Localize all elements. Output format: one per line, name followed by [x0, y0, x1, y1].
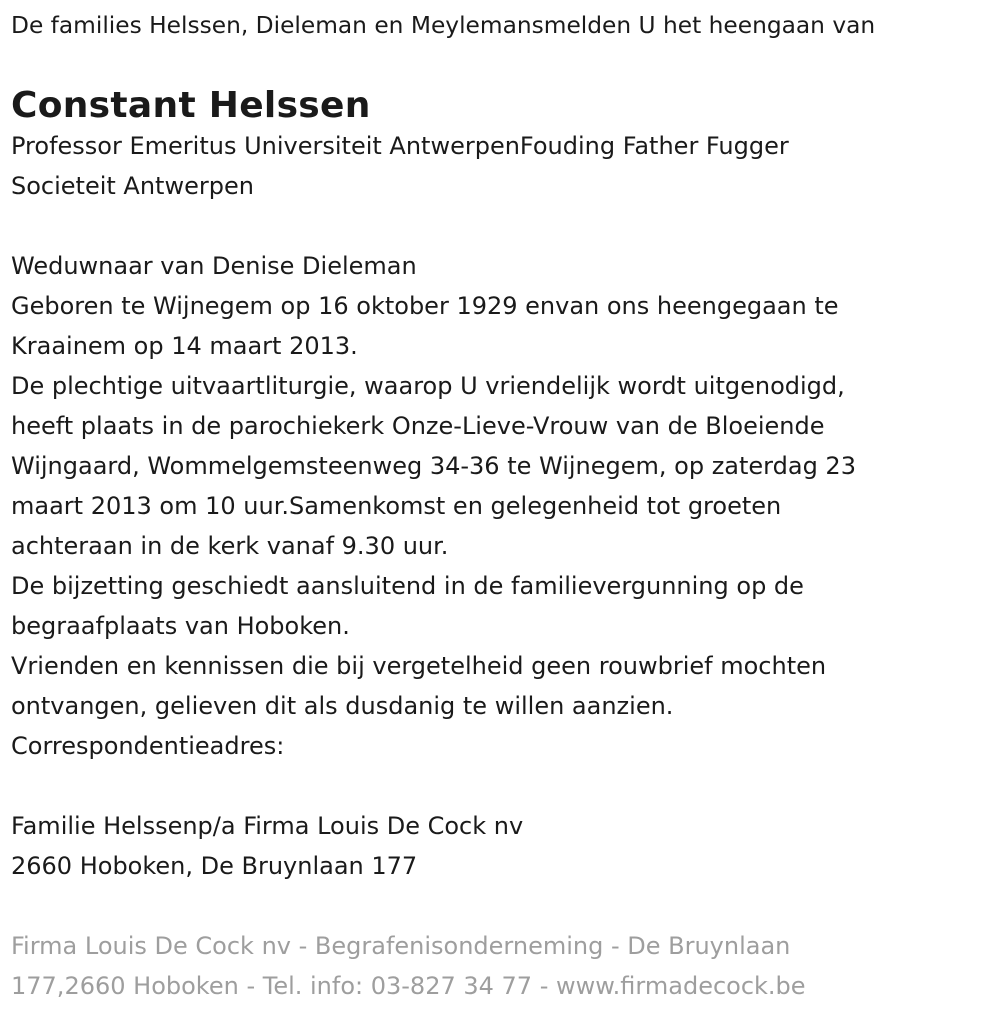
body-line: Weduwnaar van Denise Dieleman [11, 252, 417, 280]
spacer [11, 886, 989, 926]
footer-line: 177,2660 Hoboken - Tel. info: 03-827 34 77 - www.firmadecock.be [11, 972, 806, 1000]
address-line: 2660 Hoboken, De Bruynlaan 177 [11, 852, 418, 880]
intro-text: De families Helssen, Dieleman en Meylemansmelden U het heengaan van [11, 12, 876, 39]
body-line: ontvangen, gelieven dit als dusdanig te willen aanzien. [11, 692, 674, 720]
correspondence-address [11, 806, 989, 886]
correspondence-label: Correspondentieadres: [11, 732, 285, 760]
spacer [11, 206, 989, 246]
body-line: Kraainem op 14 maart 2013. [11, 332, 358, 360]
body-line: De bijzetting geschiedt aansluitend in de familievergunning op de [11, 572, 804, 600]
body-line: achteraan in de kerk vanaf 9.30 uur. [11, 532, 449, 560]
deceased-title [11, 126, 989, 206]
body-line: Vrienden en kennissen die bij vergetelheid geen rouwbrief mochten [11, 652, 827, 680]
title-line: Professor Emeritus Universiteit AntwerpenFouding Father Fugger [11, 132, 789, 160]
address-line: Familie Helssenp/a Firma Louis De Cock nv [11, 812, 524, 840]
body-line: maart 2013 om 10 uur.Samenkomst en gelegenheid tot groeten [11, 492, 782, 520]
deceased-name: Constant Helssen [11, 85, 371, 126]
footer-line: Firma Louis De Cock nv - Begrafenisonderneming - De Bruynlaan [11, 932, 791, 960]
spacer [11, 766, 989, 806]
body-line: Wijngaard, Wommelgemsteenweg 34-36 te Wijnegem, op zaterdag 23 [11, 452, 856, 480]
title-line: Societeit Antwerpen [11, 172, 254, 200]
body-line: Geboren te Wijnegem op 16 oktober 1929 envan ons heengegaan te [11, 292, 839, 320]
notice-body [11, 246, 989, 766]
funeral-home-footer [11, 926, 989, 1006]
body-line: heeft plaats in de parochiekerk Onze-Lieve-Vrouw van de Bloeiende [11, 412, 825, 440]
body-line: De plechtige uitvaartliturgie, waarop U vriendelijk wordt uitgenodigd, [11, 372, 845, 400]
body-line: begraafplaats van Hoboken. [11, 612, 350, 640]
